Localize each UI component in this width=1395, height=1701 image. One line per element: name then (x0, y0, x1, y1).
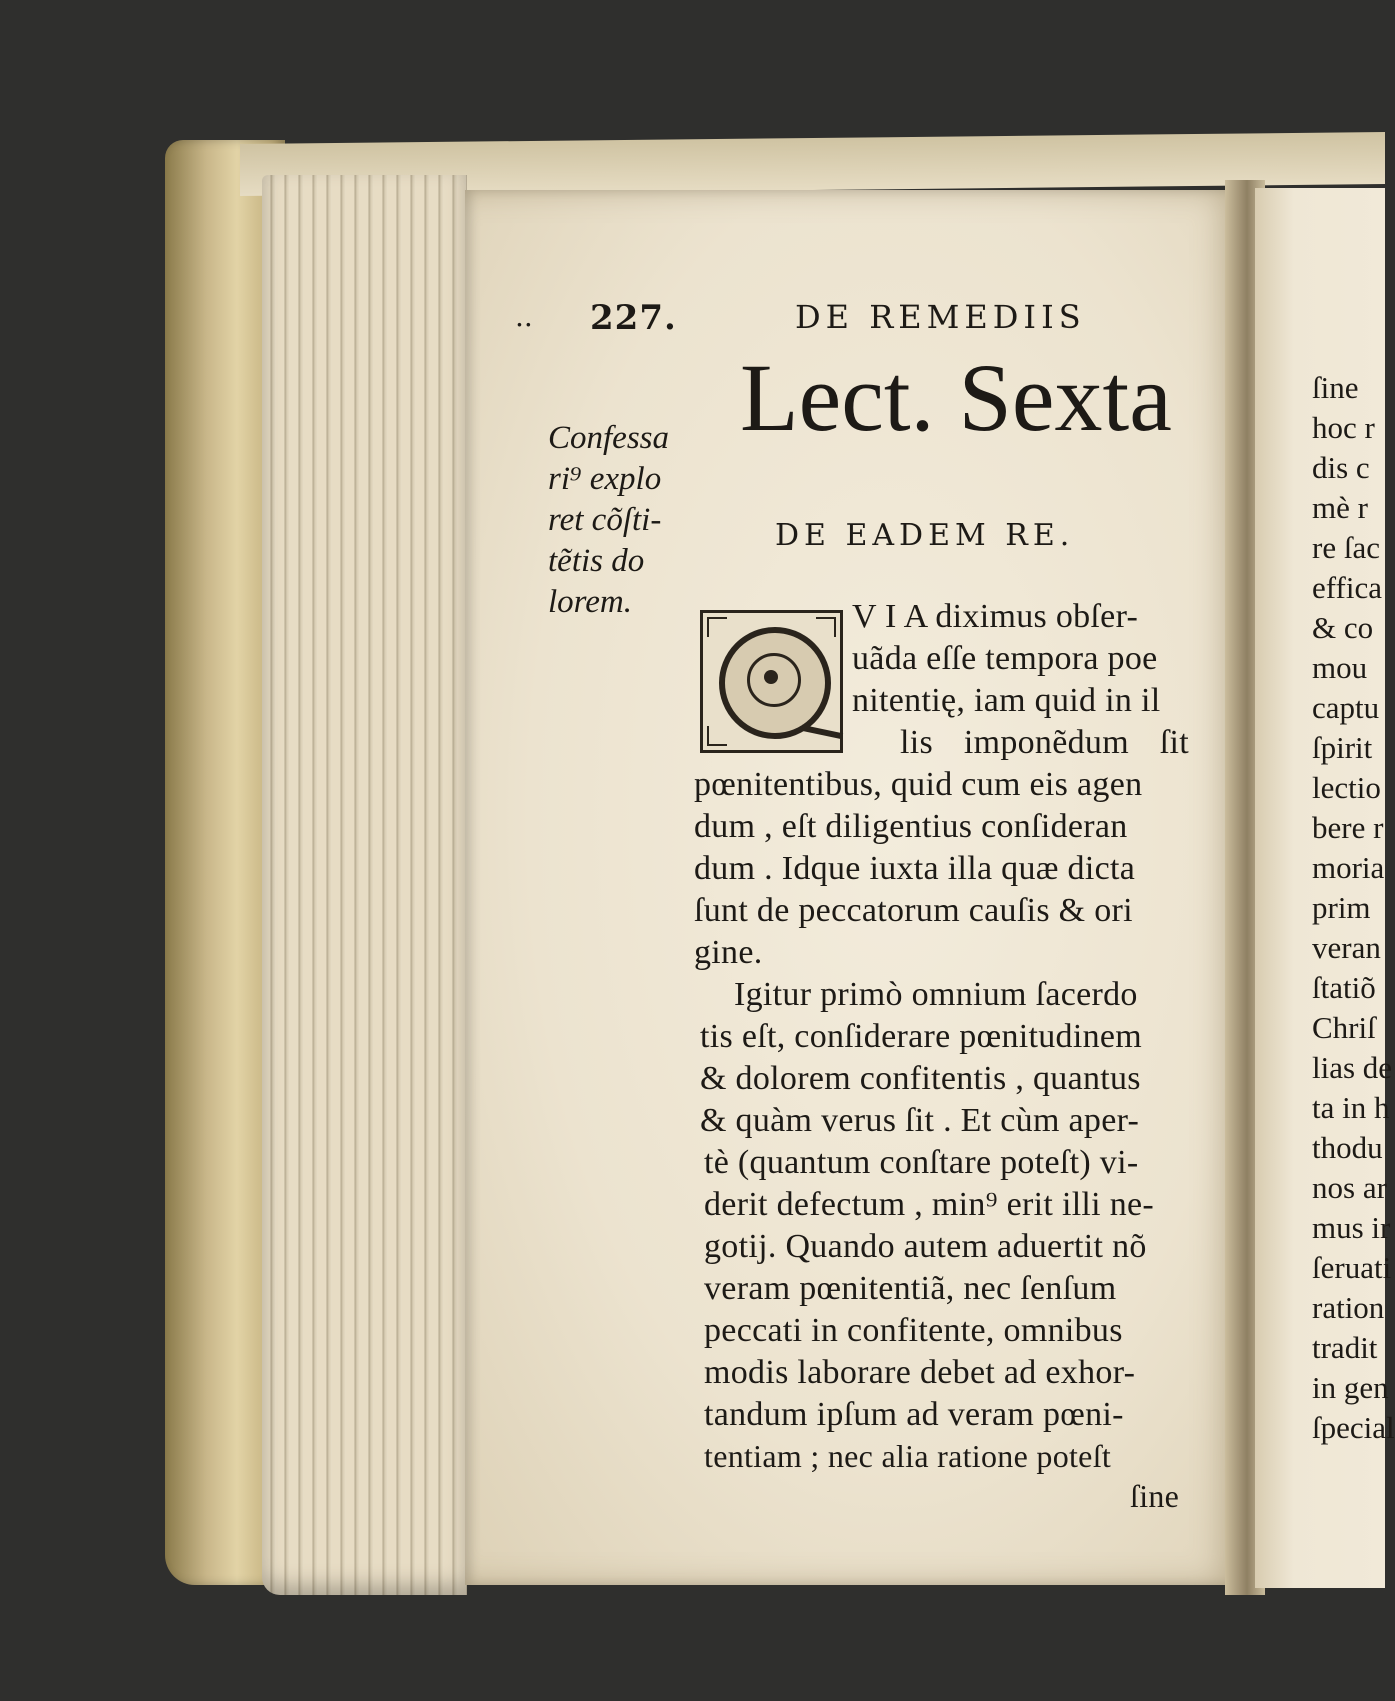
body-line: gotij. Quando autem aduertit nõ (704, 1228, 1147, 1265)
right-page-line: captu (1312, 690, 1380, 725)
right-page-line: thodu (1312, 1130, 1383, 1165)
right-page-line: in gen (1312, 1370, 1389, 1405)
right-page-line: effica (1312, 570, 1382, 605)
body-line: uãda eſſe tempora poe (852, 640, 1158, 677)
page-number: 227. (590, 298, 677, 338)
body-line: pœnitentibus, quid cum eis agen (694, 766, 1143, 803)
right-page-line: ſeruati (1312, 1250, 1392, 1285)
right-page-line: nos ar (1312, 1170, 1387, 1205)
right-page-line: veran (1312, 930, 1381, 965)
body-line: & dolorem confitentis , quantus (700, 1060, 1141, 1097)
right-page-line: ſine (1312, 370, 1359, 405)
margin-note-line: ret cõſti- (548, 502, 662, 538)
margin-note-line: tẽtis do (548, 543, 645, 579)
right-page-line: lias de (1312, 1050, 1393, 1085)
right-page-line: dis c (1312, 450, 1370, 485)
right-page-line: ration (1312, 1290, 1385, 1325)
body-line: gine. (694, 934, 763, 971)
body-line: modis laborare debet ad exhor- (704, 1354, 1136, 1391)
right-page-line: re ſac (1312, 530, 1380, 565)
page-stack (262, 175, 467, 1595)
right-page-line: mus ir (1312, 1210, 1391, 1245)
right-page-line: ſpirit (1312, 730, 1373, 765)
right-page-line: ta in h (1312, 1090, 1390, 1125)
right-page-line: mou (1312, 650, 1368, 685)
right-page-line: bere r (1312, 810, 1384, 845)
right-page-line: hoc r (1312, 410, 1375, 445)
body-line: & quàm verus ſit . Et cùm aper- (700, 1102, 1140, 1139)
catchword: ſine (1130, 1478, 1180, 1514)
body-line: dum . Idque iuxta illa quæ dicta (694, 850, 1136, 887)
right-page-line: moria (1312, 850, 1385, 885)
margin-note-line: Confessa (548, 420, 670, 456)
body-line: tis eſt, conſiderare pœnitudinem (700, 1018, 1143, 1055)
right-page-line: ſtatiõ (1312, 970, 1376, 1005)
body-line: dum , eſt diligentius conſideran (694, 808, 1128, 845)
body-line: nitentię, iam quid in il (852, 682, 1161, 719)
body-line: derit defectum , min⁹ erit illi ne- (704, 1186, 1155, 1223)
margin-note-line: lorem. (548, 584, 633, 620)
chapter-title: Lect. Sexta (740, 344, 1172, 451)
body-line: Igitur primò omnium ſacerdo (734, 976, 1138, 1013)
running-head: DE REMEDIIS (795, 298, 1086, 336)
body-line: veram pœnitentiã, nec ſenſum (704, 1270, 1117, 1307)
right-page-line: ſpecial (1312, 1410, 1395, 1445)
decorated-initial-q-icon (700, 610, 843, 753)
right-page-line: mè r (1312, 490, 1368, 525)
body-line: tè (quantum conſtare poteſt) vi- (704, 1144, 1139, 1181)
right-page-line: Chriſ (1312, 1010, 1376, 1045)
rose-ornament-icon (747, 653, 801, 707)
margin-dots: .. (515, 300, 533, 333)
margin-note (548, 418, 678, 623)
right-page-text (1255, 188, 1395, 1588)
body-line: tentiam ; nec alia ratione poteſt (704, 1438, 1112, 1474)
chapter-subtitle: DE EADEM RE. (775, 518, 1075, 553)
margin-note-line: ri⁹ explo (548, 461, 662, 497)
body-line: ſunt de peccatorum cauſis & ori (694, 892, 1133, 929)
right-page-line: tradit (1312, 1330, 1378, 1365)
body-line: tandum ipſum ad veram pœni- (704, 1396, 1124, 1433)
right-page-line: lectio (1312, 770, 1381, 805)
body-line: peccati in confitente, omnibus (704, 1312, 1123, 1349)
right-page-line: prim (1312, 890, 1371, 925)
right-page-line: & co (1312, 610, 1374, 645)
body-line: lis imponẽdum ſit (900, 724, 1189, 761)
body-line: V I A diximus obſer- (852, 598, 1139, 635)
